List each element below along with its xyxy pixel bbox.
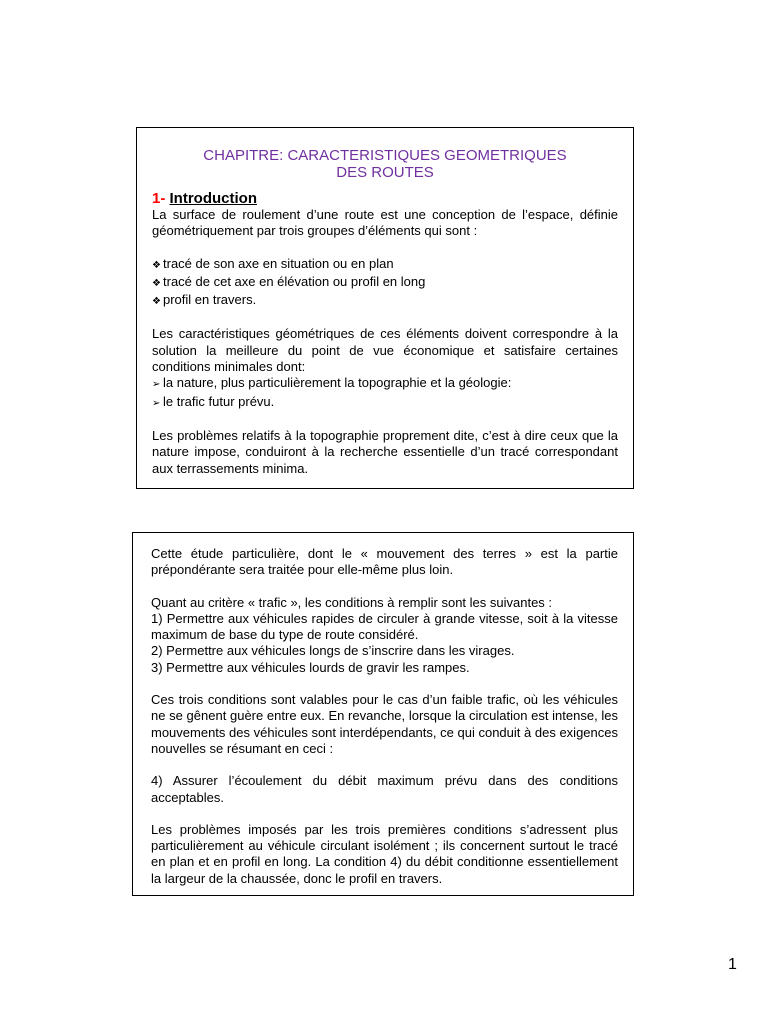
list-item-text: tracé de son axe en situation ou en plan [163,255,394,271]
four-diamond-bullet-icon: ❖ [152,259,161,271]
low-traffic-paragraph: Ces trois conditions sont valables pour le cas d’un faible trafic, où les véhicules ne se gênent guère entre eux. En revanche, lorsque la circulation est intense, les mouvements des véhicules sont interdépendants, ce qui conduit à des exigences nouvelles se résumant en ceci : [151,692,618,756]
list-item [152,274,618,292]
list-item [152,292,618,310]
arrowhead-bullet-icon: ➢ [152,379,161,391]
chapter-title-line-1: CHAPITRE: CARACTERISTIQUES GEOMETRIQUES [203,147,567,164]
list-item [152,375,618,393]
four-diamond-bullet-icon: ❖ [152,277,161,289]
chapter-title [152,147,618,181]
condition-item: 2) Permettre aux véhicules longs de s’inscrire dans les virages. [151,643,515,659]
diamond-bullet-list [152,256,618,311]
slide-1 [136,127,634,489]
list-item [152,394,618,412]
page-number: 1 [728,956,737,973]
condition-4-paragraph: 4) Assurer l’écoulement du débit maximum prévu dans des conditions acceptables. [151,773,618,805]
arrow-bullet-list [152,375,618,412]
arrowhead-bullet-icon: ➢ [152,397,161,409]
section-number: 1- [152,190,170,207]
condition-item: 1) Permettre aux véhicules rapides de circuler à grande vitesse, soit à la vitesse maximum de base du type de route considéré. [151,610,618,643]
condition-item: 3) Permettre aux véhicules lourds de gravir les rampes. [151,659,470,675]
chapter-title-line-2: DES ROUTES [336,164,434,181]
problems-paragraph: Les problèmes relatifs à la topographie proprement dite, c’est à dire ceux que la nature impose, conduiront à la recherche essentielle d’un tracé correspondant aux terrassements minima. [152,427,618,476]
list-item-text: le trafic futur prévu. [163,393,275,409]
traffic-criteria-intro: Quant au critère « trafic », les conditions à remplir sont les suivantes : [151,594,553,610]
section-heading [152,190,618,207]
intro-paragraph: La surface de roulement d’une route est une conception de l’espace, définie géométriquement par trois groupes d’éléments qui sont : [152,207,618,239]
study-paragraph: Cette étude particulière, dont le « mouvement des terres » est la partie prépondérante sera traitée pour elle-même plus loin. [151,546,618,578]
section-title: Introduction [169,190,257,207]
list-item-text: la nature, plus particulièrement la topographie et la géologie: [163,375,512,391]
list-item [152,256,618,274]
characteristics-paragraph: Les caractéristiques géométriques de ces éléments doivent correspondre à la solution la meilleure du point de vue économique et satisfaire certaines conditions minimales dont: [152,326,618,375]
list-item-text: tracé de cet axe en élévation ou profil en long [163,273,426,289]
conclusion-paragraph: Les problèmes imposés par les trois premières conditions s’adressent plus particulièrement au véhicule circulant isolément ; ils concernent surtout le tracé en plan et en profil en long. La condition 4) du débit conditionne essentiellement la largeur de la chaussée, donc le profil en travers. [151,821,618,886]
list-item-text: profil en travers. [163,292,257,308]
slide-2 [132,532,634,896]
four-diamond-bullet-icon: ❖ [152,296,161,308]
